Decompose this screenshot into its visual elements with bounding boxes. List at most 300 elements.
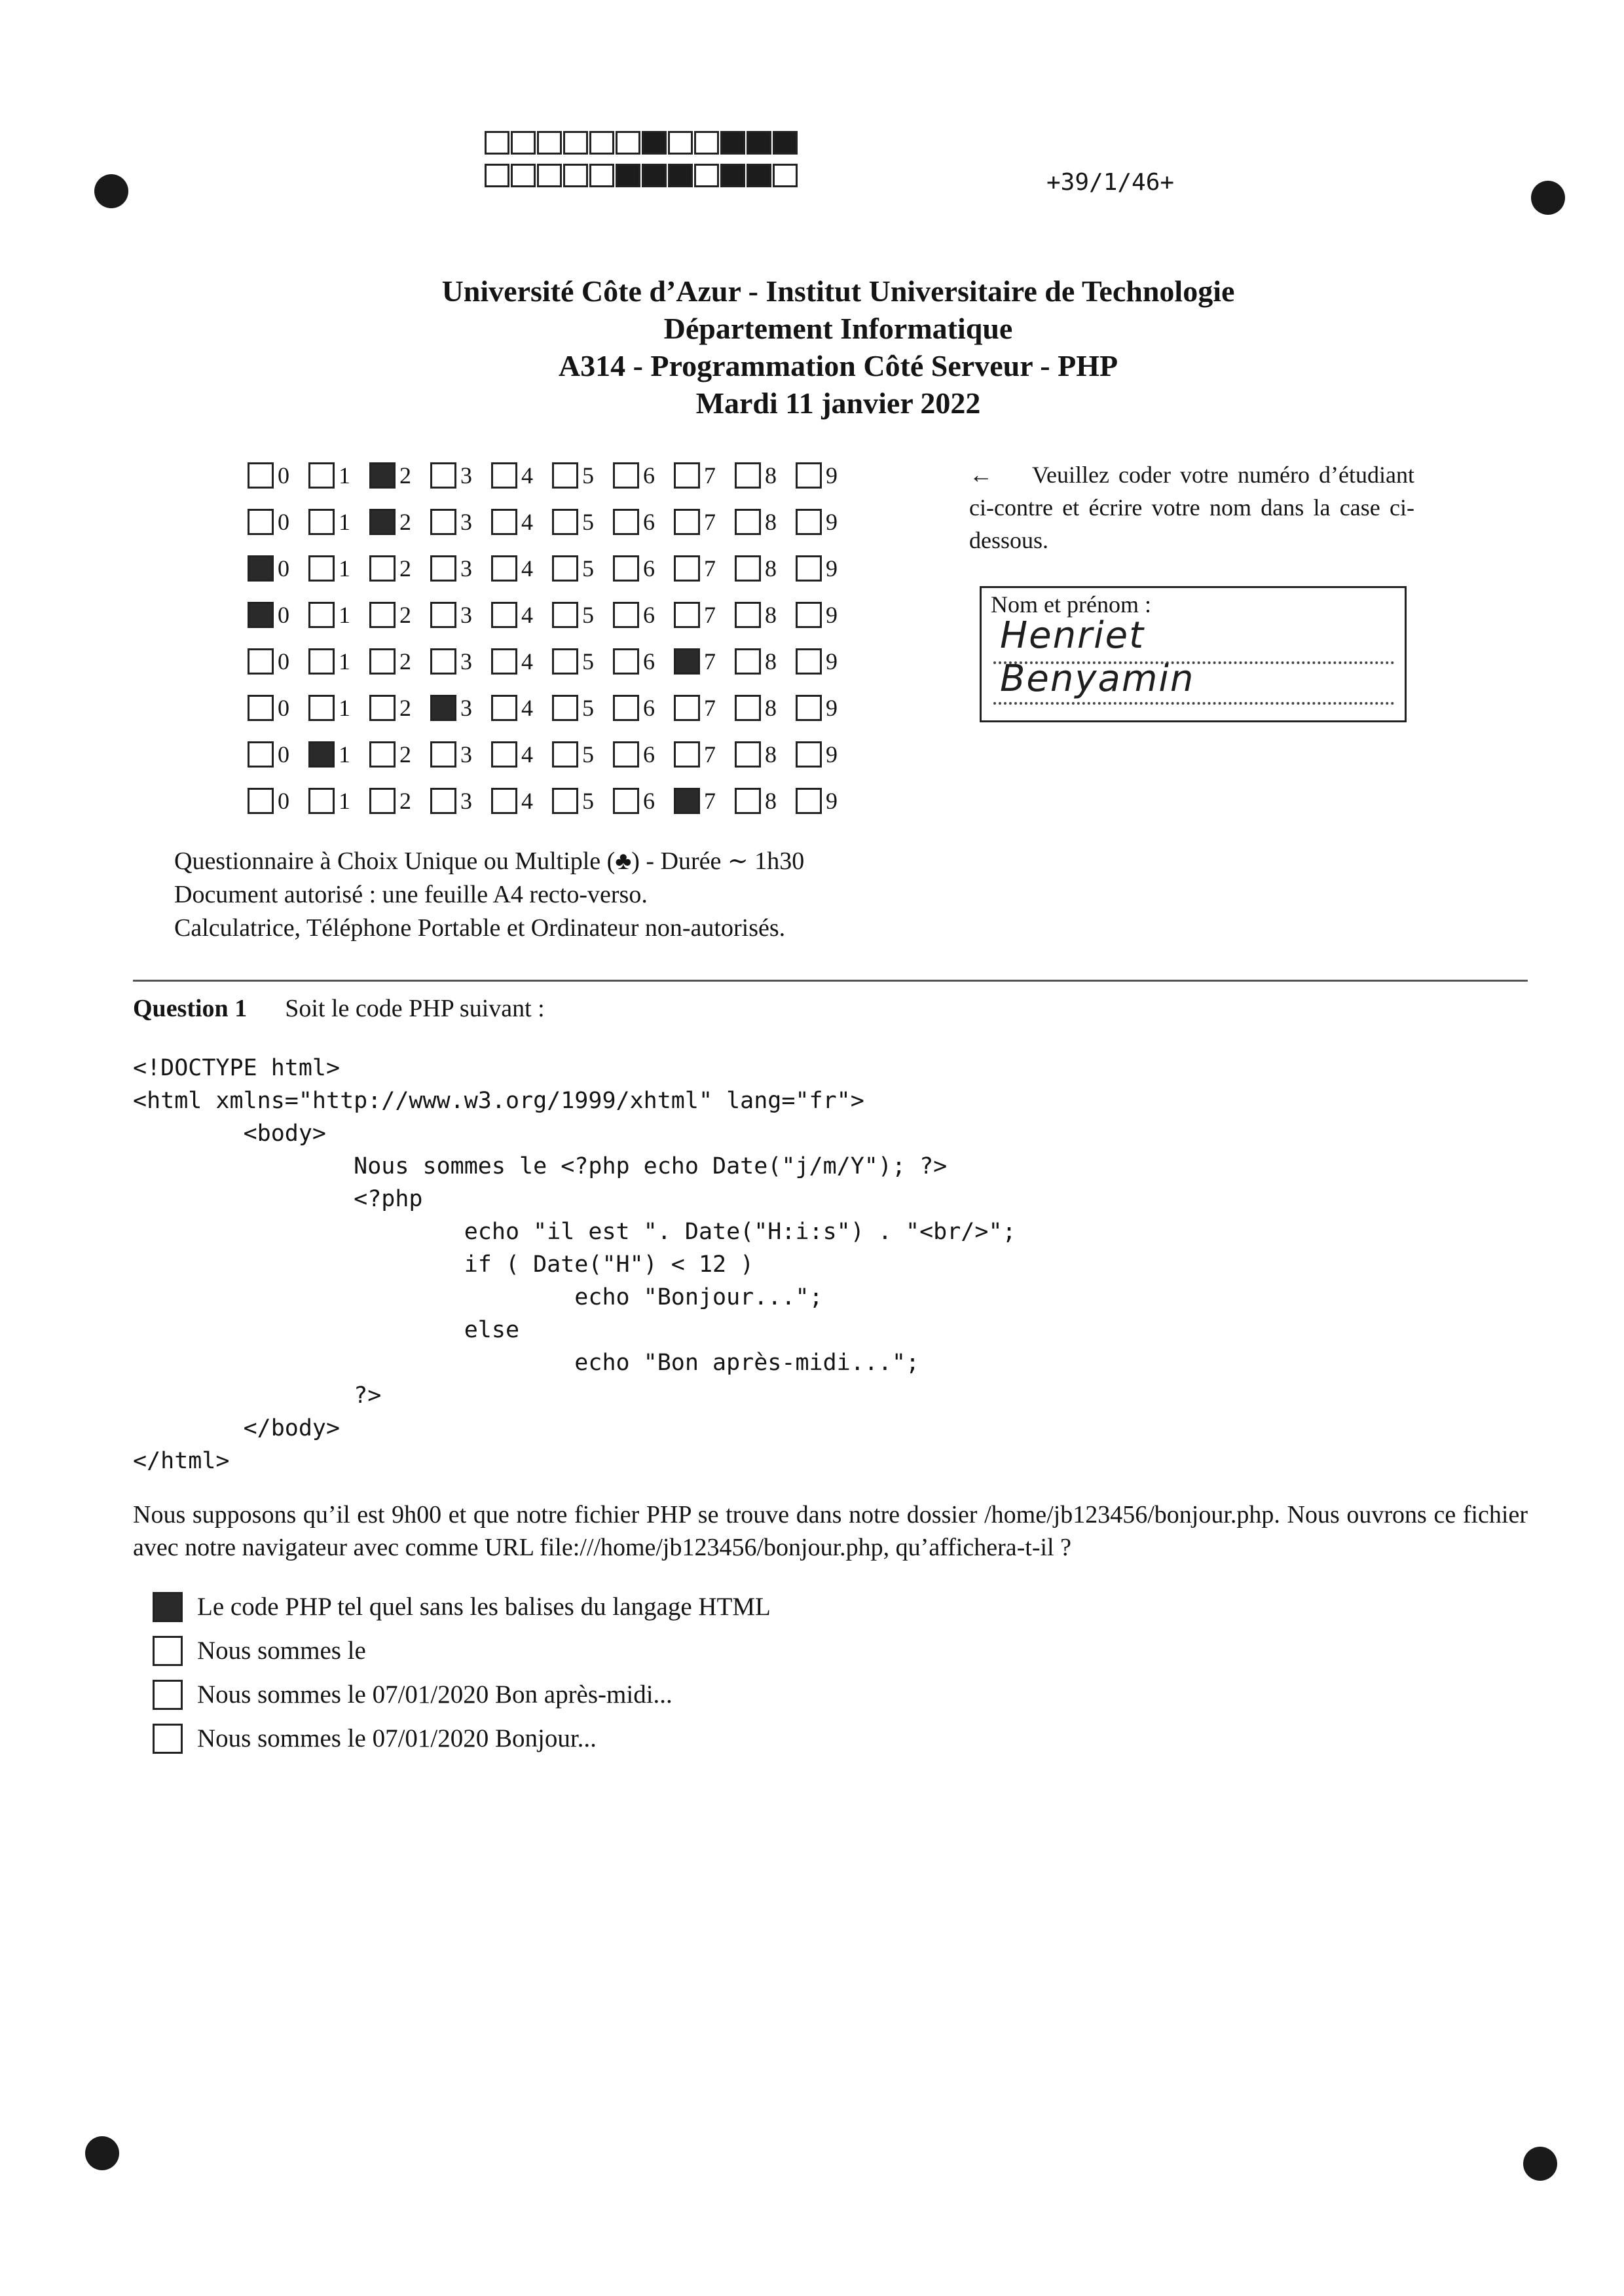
digit-label: 6 xyxy=(643,648,655,675)
digit-option[interactable] xyxy=(248,787,308,815)
digit-option[interactable] xyxy=(430,648,491,675)
digit-label: 7 xyxy=(704,462,716,489)
digit-label: 8 xyxy=(765,694,777,721)
digit-option[interactable] xyxy=(735,601,796,629)
digit-checkbox[interactable] xyxy=(430,788,456,814)
digit-label: 9 xyxy=(826,601,838,628)
digit-option[interactable] xyxy=(491,462,552,489)
barcode-cell xyxy=(563,164,588,187)
digit-option[interactable] xyxy=(248,462,308,489)
digit-option[interactable] xyxy=(552,508,613,536)
digit-label: 5 xyxy=(582,508,594,535)
digit-option[interactable] xyxy=(369,508,430,536)
exam-header xyxy=(0,272,1624,422)
barcode-cell xyxy=(642,131,667,155)
digit-option[interactable] xyxy=(552,462,613,489)
digit-checkbox[interactable] xyxy=(491,648,517,675)
digit-label: 0 xyxy=(278,787,289,814)
digit-checkbox[interactable] xyxy=(491,741,517,768)
name-box[interactable] xyxy=(980,586,1407,722)
digit-option[interactable] xyxy=(674,741,735,768)
digit-row xyxy=(248,452,857,498)
digit-label: 4 xyxy=(521,741,533,768)
digit-checkbox[interactable] xyxy=(674,741,700,768)
digit-label: 8 xyxy=(765,462,777,489)
digit-checkbox[interactable] xyxy=(674,462,700,489)
digit-checkbox[interactable] xyxy=(369,648,396,675)
digit-option[interactable] xyxy=(735,741,796,768)
barcode-cell xyxy=(747,164,771,187)
digit-label: 1 xyxy=(339,462,350,489)
digit-checkbox[interactable] xyxy=(308,695,335,721)
digit-option[interactable] xyxy=(308,694,369,722)
digit-checkbox[interactable] xyxy=(552,602,578,628)
digit-checkbox[interactable] xyxy=(735,788,761,814)
digit-option[interactable] xyxy=(796,555,857,582)
digit-checkbox[interactable] xyxy=(552,695,578,721)
digit-label: 7 xyxy=(704,555,716,582)
instructions-text: Veuillez coder votre numéro d’étudiant ci-contre et écrire votre nom dans la case ci-dessous. xyxy=(969,462,1414,553)
digit-option[interactable] xyxy=(308,555,369,582)
digit-row xyxy=(248,498,857,545)
digit-option[interactable] xyxy=(491,648,552,675)
digit-checkbox[interactable] xyxy=(491,509,517,535)
digit-checkbox[interactable] xyxy=(674,555,700,582)
digit-option[interactable] xyxy=(674,694,735,722)
digit-option[interactable] xyxy=(369,648,430,675)
page-identifier: +39/1/46+ xyxy=(1046,169,1175,196)
digit-label: 3 xyxy=(460,694,472,721)
answer-checkbox[interactable] xyxy=(153,1636,183,1666)
digit-option[interactable] xyxy=(308,462,369,489)
digit-option[interactable] xyxy=(674,462,735,489)
digit-checkbox[interactable] xyxy=(735,509,761,535)
digit-checkbox[interactable] xyxy=(796,602,822,628)
digit-label: 7 xyxy=(704,694,716,721)
digit-label: 5 xyxy=(582,555,594,582)
question-intro: Soit le code PHP suivant : xyxy=(285,995,545,1022)
digit-option[interactable] xyxy=(796,741,857,768)
answer-option[interactable] xyxy=(153,1585,771,1629)
digit-checkbox[interactable] xyxy=(735,695,761,721)
digit-checkbox[interactable] xyxy=(430,555,456,582)
digit-option[interactable] xyxy=(796,601,857,629)
arrow-left-icon: ← xyxy=(969,462,993,488)
name-box-label: Nom et prénom : xyxy=(991,591,1151,618)
digit-label: 7 xyxy=(704,508,716,535)
digit-option[interactable] xyxy=(430,508,491,536)
digit-label: 0 xyxy=(278,648,289,675)
digit-option[interactable] xyxy=(552,741,613,768)
digit-checkbox[interactable] xyxy=(613,695,639,721)
answer-checkbox[interactable] xyxy=(153,1724,183,1754)
answer-label: Nous sommes le 07/01/2020 Bon après-midi... xyxy=(197,1680,673,1709)
digit-label: 2 xyxy=(399,741,411,768)
digit-option[interactable] xyxy=(430,555,491,582)
digit-checkbox[interactable] xyxy=(613,509,639,535)
digit-option[interactable] xyxy=(674,601,735,629)
digit-option[interactable] xyxy=(613,741,674,768)
digit-option[interactable] xyxy=(613,462,674,489)
digit-checkbox[interactable] xyxy=(308,462,335,489)
digit-option[interactable] xyxy=(796,694,857,722)
digit-checkbox[interactable] xyxy=(613,648,639,675)
digit-label: 6 xyxy=(643,601,655,628)
barcode-cell xyxy=(642,164,667,187)
digit-option[interactable] xyxy=(248,648,308,675)
digit-label: 3 xyxy=(460,508,472,535)
digit-checkbox[interactable] xyxy=(552,462,578,489)
digit-label: 0 xyxy=(278,741,289,768)
registration-mark-top-left xyxy=(94,174,128,208)
digit-row xyxy=(248,731,857,777)
digit-checkbox[interactable] xyxy=(308,555,335,582)
digit-checkbox[interactable] xyxy=(248,462,274,489)
digit-checkbox[interactable] xyxy=(308,648,335,675)
digit-label: 1 xyxy=(339,694,350,721)
digit-option[interactable] xyxy=(674,508,735,536)
digit-option[interactable] xyxy=(491,694,552,722)
digit-checkbox[interactable] xyxy=(613,555,639,582)
digit-checkbox[interactable] xyxy=(735,462,761,489)
digit-label: 7 xyxy=(704,787,716,814)
digit-row xyxy=(248,545,857,591)
digit-option[interactable] xyxy=(735,462,796,489)
question-label: Question 1 xyxy=(133,995,248,1022)
digit-checkbox[interactable] xyxy=(430,695,456,721)
digit-option[interactable] xyxy=(796,508,857,536)
digit-option[interactable] xyxy=(613,787,674,815)
digit-checkbox[interactable] xyxy=(796,695,822,721)
digit-checkbox[interactable] xyxy=(491,788,517,814)
answer-label: Nous sommes le xyxy=(197,1637,366,1665)
digit-label: 2 xyxy=(399,508,411,535)
answer-option[interactable] xyxy=(153,1629,771,1673)
digit-option[interactable] xyxy=(369,694,430,722)
digit-option[interactable] xyxy=(552,555,613,582)
digit-label: 9 xyxy=(826,694,838,721)
barcode-cell xyxy=(485,131,509,155)
digit-checkbox[interactable] xyxy=(613,602,639,628)
digit-option[interactable] xyxy=(491,741,552,768)
handwritten-first-name[interactable]: Benyamin xyxy=(1000,657,1195,700)
digit-option[interactable] xyxy=(735,787,796,815)
digit-checkbox[interactable] xyxy=(308,509,335,535)
digit-label: 6 xyxy=(643,462,655,489)
digit-option[interactable] xyxy=(796,787,857,815)
exam-info-format: Questionnaire à Choix Unique ou Multiple (♣) - Durée ∼ 1h30 xyxy=(174,847,805,875)
header-university: Université Côte d’Azur - Institut Universitaire de Technologie xyxy=(441,274,1235,308)
digit-label: 9 xyxy=(826,508,838,535)
digit-option[interactable] xyxy=(430,694,491,722)
digit-checkbox[interactable] xyxy=(552,788,578,814)
digit-label: 3 xyxy=(460,555,472,582)
digit-option[interactable] xyxy=(430,741,491,768)
student-number-grid xyxy=(248,452,857,824)
exam-info-devices: Calculatrice, Téléphone Portable et Ordinateur non-autorisés. xyxy=(174,914,786,942)
answer-checkbox[interactable] xyxy=(153,1680,183,1710)
digit-option[interactable] xyxy=(613,694,674,722)
exam-info-documents: Document autorisé : une feuille A4 recto-verso. xyxy=(174,881,648,908)
digit-label: 6 xyxy=(643,555,655,582)
digit-option[interactable] xyxy=(248,694,308,722)
digit-checkbox[interactable] xyxy=(369,695,396,721)
digit-checkbox[interactable] xyxy=(369,509,396,535)
barcode-cell xyxy=(485,164,509,187)
digit-option[interactable] xyxy=(308,648,369,675)
digit-option[interactable] xyxy=(308,787,369,815)
handwritten-last-name[interactable]: Henriet xyxy=(1000,614,1145,657)
digit-option[interactable] xyxy=(369,462,430,489)
digit-option[interactable] xyxy=(552,601,613,629)
digit-row xyxy=(248,638,857,684)
digit-label: 3 xyxy=(460,601,472,628)
barcode-cell xyxy=(668,131,693,155)
digit-checkbox[interactable] xyxy=(430,648,456,675)
digit-option[interactable] xyxy=(613,555,674,582)
digit-label: 0 xyxy=(278,555,289,582)
digit-checkbox[interactable] xyxy=(735,602,761,628)
digit-option[interactable] xyxy=(308,741,369,768)
digit-label: 3 xyxy=(460,462,472,489)
digit-label: 9 xyxy=(826,648,838,675)
digit-option[interactable] xyxy=(613,508,674,536)
digit-row xyxy=(248,684,857,731)
digit-option[interactable] xyxy=(369,601,430,629)
digit-checkbox[interactable] xyxy=(674,788,700,814)
digit-option[interactable] xyxy=(248,601,308,629)
digit-label: 8 xyxy=(765,648,777,675)
digit-checkbox[interactable] xyxy=(491,602,517,628)
digit-label: 3 xyxy=(460,648,472,675)
digit-option[interactable] xyxy=(613,648,674,675)
digit-checkbox[interactable] xyxy=(369,555,396,582)
digit-checkbox[interactable] xyxy=(308,602,335,628)
digit-option[interactable] xyxy=(491,508,552,536)
digit-option[interactable] xyxy=(735,555,796,582)
digit-option[interactable] xyxy=(369,741,430,768)
digit-checkbox[interactable] xyxy=(369,462,396,489)
digit-checkbox[interactable] xyxy=(430,741,456,768)
digit-checkbox[interactable] xyxy=(248,695,274,721)
divider xyxy=(133,980,1528,982)
digit-label: 0 xyxy=(278,508,289,535)
digit-label: 0 xyxy=(278,601,289,628)
digit-checkbox[interactable] xyxy=(248,741,274,768)
digit-label: 1 xyxy=(339,787,350,814)
digit-label: 1 xyxy=(339,555,350,582)
digit-option[interactable] xyxy=(552,648,613,675)
digit-label: 7 xyxy=(704,648,716,675)
header-department: Département Informatique xyxy=(663,312,1013,345)
digit-checkbox[interactable] xyxy=(552,741,578,768)
digit-option[interactable] xyxy=(248,741,308,768)
digit-label: 2 xyxy=(399,694,411,721)
digit-label: 8 xyxy=(765,601,777,628)
digit-label: 1 xyxy=(339,741,350,768)
digit-checkbox[interactable] xyxy=(552,648,578,675)
barcode-cell xyxy=(720,131,745,155)
digit-option[interactable] xyxy=(491,555,552,582)
student-number-instructions xyxy=(969,458,1414,557)
barcode-cell xyxy=(773,131,798,155)
digit-label: 8 xyxy=(765,741,777,768)
digit-option[interactable] xyxy=(369,555,430,582)
digit-checkbox[interactable] xyxy=(491,462,517,489)
exam-info xyxy=(174,845,804,945)
digit-checkbox[interactable] xyxy=(430,462,456,489)
digit-label: 3 xyxy=(460,787,472,814)
digit-label: 6 xyxy=(643,694,655,721)
digit-option[interactable] xyxy=(248,555,308,582)
answer-list xyxy=(153,1585,771,1760)
digit-option[interactable] xyxy=(735,694,796,722)
barcode-cell xyxy=(589,164,614,187)
digit-checkbox[interactable] xyxy=(796,648,822,675)
answer-label: Le code PHP tel quel sans les balises du langage HTML xyxy=(197,1593,771,1621)
digit-checkbox[interactable] xyxy=(674,695,700,721)
digit-checkbox[interactable] xyxy=(796,555,822,582)
barcode-cell xyxy=(720,164,745,187)
digit-checkbox[interactable] xyxy=(248,602,274,628)
digit-label: 6 xyxy=(643,787,655,814)
digit-option[interactable] xyxy=(491,601,552,629)
digit-option[interactable] xyxy=(308,508,369,536)
barcode-cell xyxy=(537,164,562,187)
digit-checkbox[interactable] xyxy=(430,509,456,535)
digit-label: 6 xyxy=(643,741,655,768)
digit-option[interactable] xyxy=(735,508,796,536)
digit-option[interactable] xyxy=(308,601,369,629)
digit-option[interactable] xyxy=(552,787,613,815)
digit-checkbox[interactable] xyxy=(796,741,822,768)
digit-option[interactable] xyxy=(674,555,735,582)
answer-checkbox[interactable] xyxy=(153,1592,183,1622)
barcode-row-1 xyxy=(485,131,799,156)
answer-option[interactable] xyxy=(153,1716,771,1760)
digit-checkbox[interactable] xyxy=(248,509,274,535)
digit-checkbox[interactable] xyxy=(430,602,456,628)
digit-checkbox[interactable] xyxy=(796,462,822,489)
digit-checkbox[interactable] xyxy=(552,509,578,535)
digit-label: 9 xyxy=(826,462,838,489)
digit-checkbox[interactable] xyxy=(796,788,822,814)
barcode-cell xyxy=(563,131,588,155)
digit-checkbox[interactable] xyxy=(796,509,822,535)
digit-label: 2 xyxy=(399,462,411,489)
digit-label: 8 xyxy=(765,787,777,814)
digit-option[interactable] xyxy=(674,648,735,675)
digit-label: 0 xyxy=(278,462,289,489)
barcode-cell xyxy=(537,131,562,155)
digit-label: 4 xyxy=(521,694,533,721)
digit-label: 4 xyxy=(521,555,533,582)
digit-option[interactable] xyxy=(430,462,491,489)
digit-label: 5 xyxy=(582,741,594,768)
digit-checkbox[interactable] xyxy=(674,648,700,675)
digit-option[interactable] xyxy=(735,648,796,675)
digit-option[interactable] xyxy=(796,462,857,489)
digit-label: 9 xyxy=(826,741,838,768)
registration-mark-top-right xyxy=(1531,181,1565,215)
digit-option[interactable] xyxy=(796,648,857,675)
registration-mark-bottom-left xyxy=(85,2136,119,2170)
digit-checkbox[interactable] xyxy=(613,741,639,768)
digit-label: 0 xyxy=(278,694,289,721)
digit-checkbox[interactable] xyxy=(613,462,639,489)
registration-mark-bottom-right xyxy=(1523,2147,1557,2181)
digit-label: 4 xyxy=(521,601,533,628)
digit-label: 7 xyxy=(704,741,716,768)
question-heading xyxy=(133,994,545,1023)
barcode-cell xyxy=(773,164,798,187)
digit-checkbox[interactable] xyxy=(735,648,761,675)
digit-checkbox[interactable] xyxy=(674,602,700,628)
digit-option[interactable] xyxy=(369,787,430,815)
barcode-cell xyxy=(511,131,536,155)
digit-label: 1 xyxy=(339,601,350,628)
digit-label: 8 xyxy=(765,555,777,582)
digit-checkbox[interactable] xyxy=(248,555,274,582)
digit-row xyxy=(248,591,857,638)
digit-option[interactable] xyxy=(552,694,613,722)
digit-label: 9 xyxy=(826,787,838,814)
digit-checkbox[interactable] xyxy=(369,788,396,814)
digit-checkbox[interactable] xyxy=(491,555,517,582)
barcode-cell xyxy=(668,164,693,187)
digit-checkbox[interactable] xyxy=(308,788,335,814)
header-course: A314 - Programmation Côté Serveur - PHP xyxy=(558,349,1118,382)
digit-label: 4 xyxy=(521,462,533,489)
digit-label: 8 xyxy=(765,508,777,535)
digit-label: 5 xyxy=(582,648,594,675)
digit-checkbox[interactable] xyxy=(613,788,639,814)
digit-checkbox[interactable] xyxy=(248,648,274,675)
barcode-cell xyxy=(694,131,719,155)
barcode-cell xyxy=(589,131,614,155)
digit-checkbox[interactable] xyxy=(552,555,578,582)
digit-label: 4 xyxy=(521,508,533,535)
digit-label: 2 xyxy=(399,787,411,814)
digit-checkbox[interactable] xyxy=(369,602,396,628)
digit-option[interactable] xyxy=(248,508,308,536)
digit-option[interactable] xyxy=(613,601,674,629)
digit-label: 5 xyxy=(582,694,594,721)
digit-checkbox[interactable] xyxy=(674,509,700,535)
digit-option[interactable] xyxy=(430,787,491,815)
digit-option[interactable] xyxy=(491,787,552,815)
digit-label: 9 xyxy=(826,555,838,582)
digit-option[interactable] xyxy=(674,787,735,815)
digit-option[interactable] xyxy=(430,601,491,629)
digit-row xyxy=(248,777,857,824)
digit-checkbox[interactable] xyxy=(369,741,396,768)
digit-checkbox[interactable] xyxy=(735,555,761,582)
digit-label: 1 xyxy=(339,648,350,675)
answer-option[interactable] xyxy=(153,1673,771,1716)
digit-checkbox[interactable] xyxy=(308,741,335,768)
header-date: Mardi 11 janvier 2022 xyxy=(695,386,981,420)
digit-checkbox[interactable] xyxy=(735,741,761,768)
barcode-cell xyxy=(511,164,536,187)
digit-label: 2 xyxy=(399,648,411,675)
digit-checkbox[interactable] xyxy=(491,695,517,721)
digit-label: 6 xyxy=(643,508,655,535)
digit-checkbox[interactable] xyxy=(248,788,274,814)
barcode-cell xyxy=(616,131,640,155)
php-code-block: <!DOCTYPE html> <html xmlns="http://www.w3.org/1999/xhtml" lang="fr"> <body> Nous sommes le <?php echo Date("j/m/Y"); ?> <?php echo "il est ". Date("H:i:s") . "<br/>"; if ( Date("H") < 12 ) echo "Bonjour..."; else echo "Bon après-midi..."; ?> </body> </html> xyxy=(133,1055,1016,1474)
question-text: Nous supposons qu’il est 9h00 et que notre fichier PHP se trouve dans notre dossier /home/jb123456/bonjour.php. Nous ouvrons ce fichier avec notre navigateur avec comme URL file:///home/jb123456/bonjour.php, qu’affichera-t-il ? xyxy=(133,1501,1528,1561)
